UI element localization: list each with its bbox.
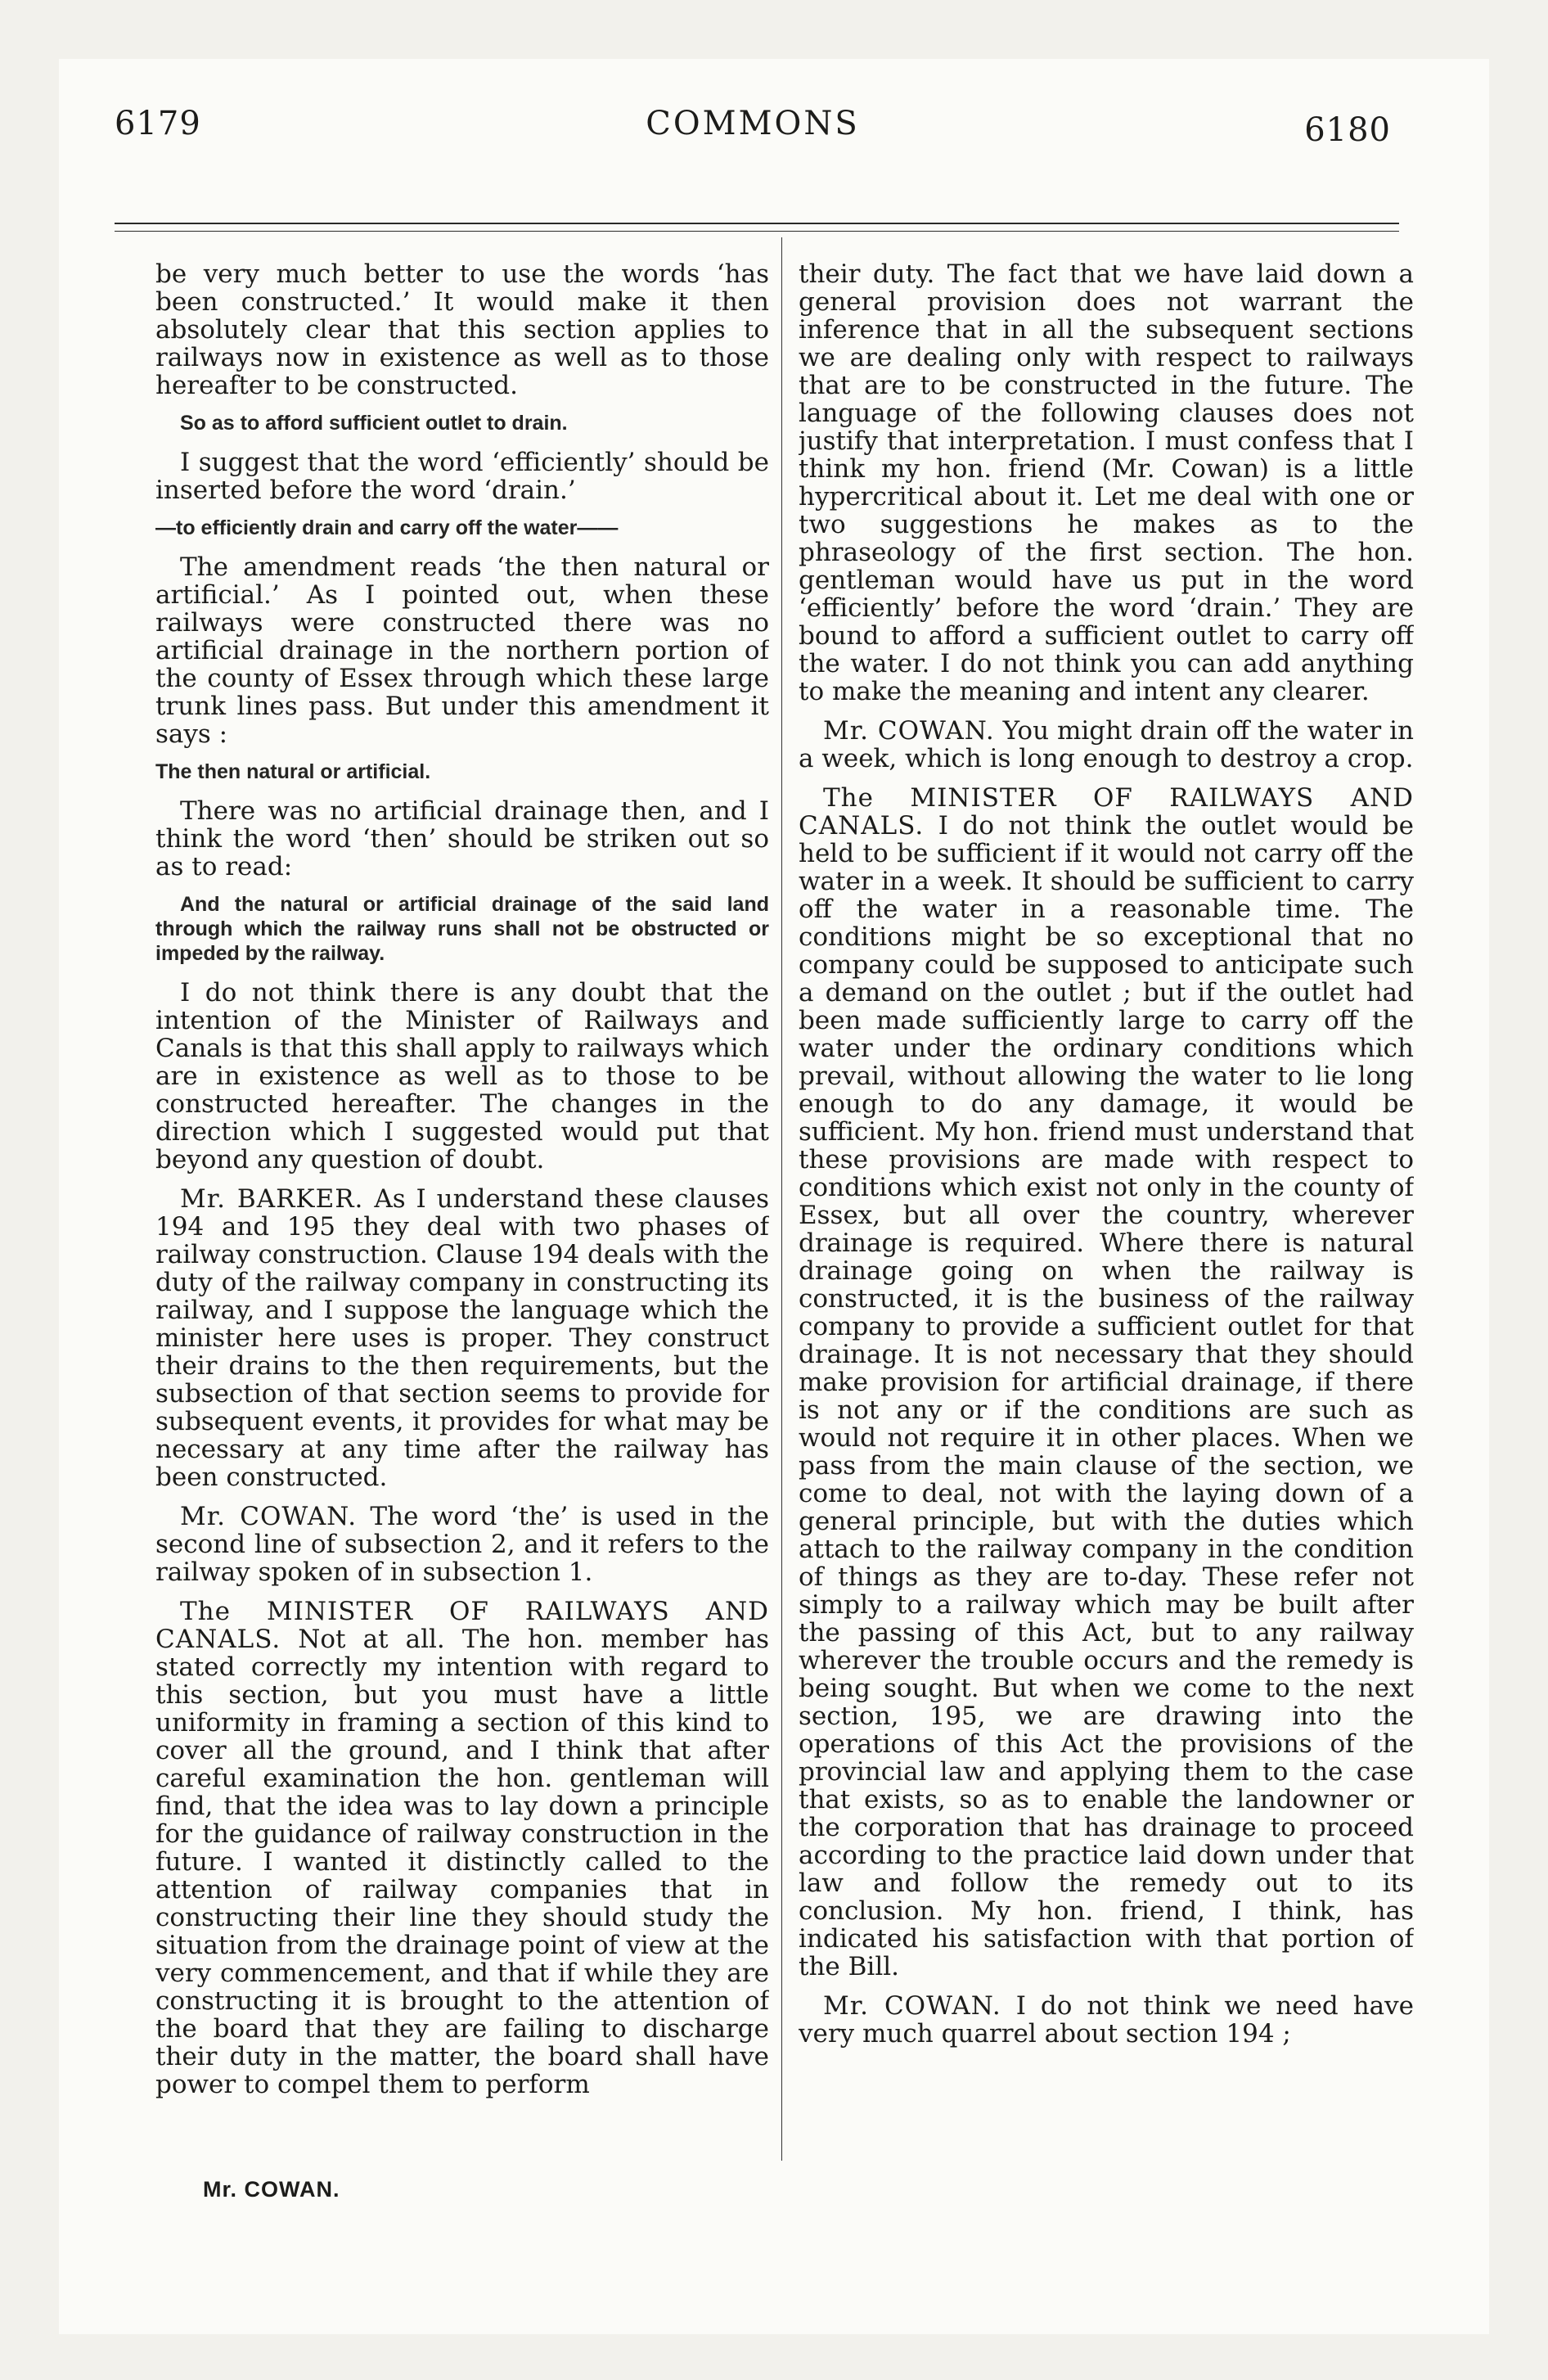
- right-column: [799, 260, 1414, 2151]
- speaker-name: The MINISTER OF RAILWAYS AND CANALS.: [799, 783, 1414, 841]
- paragraph: I do not think there is any doubt that the intention of the Minister of Railways and Canals is that this shall apply to railways which are in existence as well as to those to be constructed hereafter. The changes in the direction which I suggested would put that beyond any question of doubt.: [155, 978, 769, 1174]
- speaker-name: Mr. COWAN.: [823, 716, 995, 746]
- running-title: COMMONS: [646, 105, 860, 142]
- quoted-text: The then natural or artificial.: [155, 760, 431, 783]
- speech-paragraph: [799, 1992, 1414, 2048]
- quoted-text: —to efficiently drain and carry off the water——: [155, 516, 619, 539]
- speech-paragraph: [155, 1503, 769, 1586]
- header-rule: [115, 223, 1399, 224]
- speech-paragraph: [155, 1185, 769, 1491]
- page-number-right: 6180: [1304, 111, 1391, 149]
- speech-text: I do not think the outlet would be held to be sufficient if it would not carry off the water in a week. It should be sufficient to carry off the water in a reasonable time. The conditions might be so exceptional that no company could be supposed to anticipate such a demand on the outlet ; but if the outlet had been made sufficiently large to carry off the water under the ordinary conditions which prevail, without allowing the water to lie long enough to do any damage, it would be sufficient. My hon. friend must understand that these provisions are made with respect to conditions which exist not only in the county of Essex, but all over the country, wherever drainage is required. Where there is natural drainage going on when the railway is constructed, it is the business of the railway company to provide a sufficient outlet for that drainage. It is not necessary that they should make provision for artificial drainage, if there is not any or if the conditions are such as would not require it in other places. When we pass from the main clause of the section, we come to deal, not with the laying down of a general principle, but with the duties which attach to the railway company in the condition of things as they are to-day. These refer not simply to a railway which may be built after the passing of this Act, but to any railway wherever the trouble occurs and the remedy is being sought. But when we come to the next section, 195, we are drawing into the operations of this Act the provisions of the provincial law and applying them to the case that exists, so as to enable the landowner or the corporation that has drainage to proceed according to the practice laid down under that law and follow the remedy out to its conclusion. My hon. friend, I think, has indicated his satisfaction with that portion of the Bill.: [799, 811, 1414, 1981]
- paragraph: be very much better to use the words ‘has been constructed.’ It would make it then absolutely clear that this section applies to railways now in existence as well as to those hereafter to be constructed.: [155, 260, 769, 400]
- paragraph: I suggest that the word ‘efficiently’ should be inserted before the word ‘drain.’: [155, 448, 769, 505]
- quoted-text: So as to afford sufficient outlet to drain.: [180, 412, 568, 435]
- quoted-text: And the natural or artificial drainage of the said land through which the railway runs shall not be obstructed or impeded by the railway.: [155, 893, 769, 965]
- left-column: [155, 260, 769, 2151]
- speaker-name: Mr. BARKER.: [180, 1184, 364, 1214]
- speaker-name: Mr. COWAN.: [180, 1502, 358, 1531]
- speech-paragraph: [799, 784, 1414, 1981]
- speech-text: I do not think we need have very much quarrel about section 194 ;: [799, 1991, 1414, 2049]
- paragraph: The amendment reads ‘the then natural or artificial.’ As I pointed out, when these railways were constructed there was no artificial drainage in the northern portion of the county of Essex through which these large trunk lines pass. But under this amendment it says :: [155, 552, 769, 749]
- column-divider: [781, 237, 782, 2161]
- speaker-name: The MINISTER OF RAILWAYS AND CANALS.: [155, 1597, 769, 1654]
- speech-text: Not at all. The hon. member has stated correctly my intention with regard to this section, but you must have a little uniformity in framing a section of this kind to cover all the ground, and I think that after careful examination the hon. gentleman will find, that the idea was to lay down a principle for the guidance of railway construction in the future. I wanted it distinctly called to the attention of railway companies that in constructing their line they should study the situation from the drainage point of view at the very commencement, and that if while they are constructing it is brought to the attention of the board that they are failing to discharge their duty in the matter, the board shall have power to compel them to perform: [155, 1625, 769, 2099]
- speech-text: The word ‘the’ is used in the second line of subsection 2, and it refers to the railway spoken of in subsection 1.: [155, 1502, 769, 1587]
- speech-paragraph: [155, 1598, 769, 2098]
- page-number-left: 6179: [115, 105, 201, 142]
- page-header: [115, 105, 1391, 162]
- header-rule-thin: [115, 231, 1399, 232]
- paragraph: There was no artificial drainage then, and I think the word ‘then’ should be striken out so as to read:: [155, 796, 769, 881]
- speech-text: You might drain off the water in a week, which is long enough to destroy a crop.: [799, 716, 1414, 773]
- speaker-name: Mr. COWAN.: [823, 1991, 1001, 2021]
- speech-text: As I understand these clauses 194 and 195 they deal with two phases of railway construction. Clause 194 deals with the duty of the railway company in constructing its railway, and I suppose the language which the minister here uses is proper. They construct their drains to the then requirements, but the subsection of that section seems to provide for subsequent events, it provides for what may be necessary at any time after the railway has been constructed.: [155, 1184, 769, 1492]
- catchword: Mr. COWAN.: [203, 2177, 340, 2202]
- speech-paragraph: [799, 717, 1414, 773]
- paragraph: their duty. The fact that we have laid down a general provision does not warrant the inference that in all the subsequent sections we are dealing only with respect to railways that are to be constructed in the future. The language of the following clauses does not justify that interpretation. I must confess that I think my hon. friend (Mr. Cowan) is a little hypercritical about it. Let me deal with one or two suggestions he makes as to the phraseology of the first section. The hon. gentleman would have us put in the word ‘efficiently’ before the word ‘drain.’ They are bound to afford a sufficient outlet to carry off the water. I do not think you can add anything to make the meaning and intent any clearer.: [799, 260, 1414, 706]
